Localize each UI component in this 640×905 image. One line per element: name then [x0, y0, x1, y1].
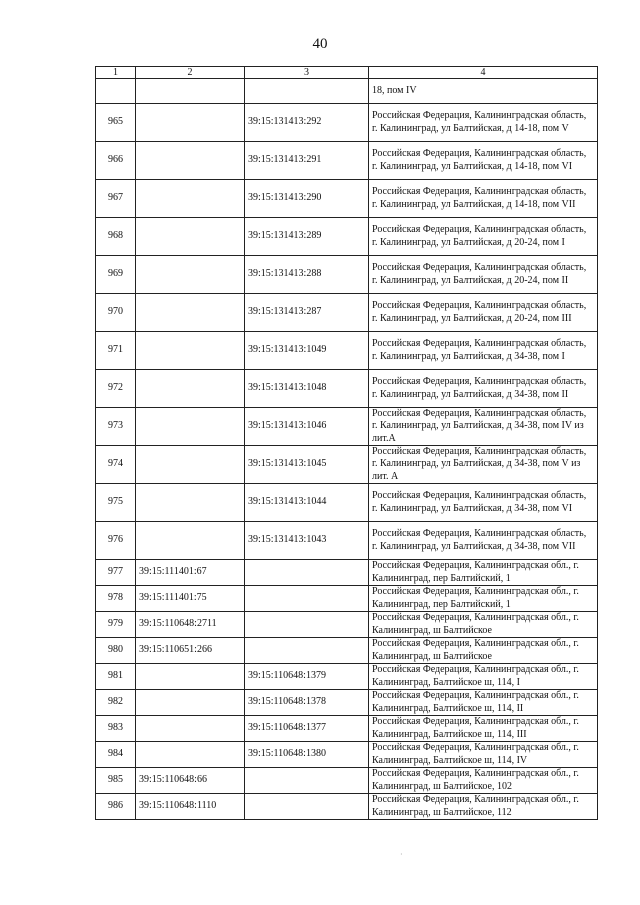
- room-cadastral-number: [245, 586, 369, 612]
- row-address: Российская Федерация, Калининградская область, г. Калининград, ул Балтийская, д 20-24, пом I: [369, 218, 598, 256]
- continuation-parcel: [136, 79, 245, 104]
- row-address: Российская Федерация, Калининградская область, г. Калининград, ул Балтийская, д 34-38, пом I: [369, 332, 598, 370]
- row-number: 973: [96, 408, 136, 446]
- room-cadastral-number: [245, 794, 369, 820]
- room-cadastral-number: 39:15:131413:1044: [245, 484, 369, 522]
- table-row: [96, 294, 598, 332]
- continuation-number: [96, 79, 136, 104]
- room-cadastral-number: [245, 560, 369, 586]
- row-number: 966: [96, 142, 136, 180]
- parcel-cadastral-number: [136, 484, 245, 522]
- row-address: Российская Федерация, Калининградская область, г. Калининград, ул Балтийская, д 34-38, пом VII: [369, 522, 598, 560]
- table-row: [96, 142, 598, 180]
- row-number: 978: [96, 586, 136, 612]
- row-number: 972: [96, 370, 136, 408]
- row-address: Российская Федерация, Калининградская обл., г. Калининград, Балтийское ш, 114, IV: [369, 742, 598, 768]
- column-header-number: 1: [96, 67, 136, 79]
- parcel-cadastral-number: [136, 142, 245, 180]
- parcel-cadastral-number: [136, 664, 245, 690]
- room-cadastral-number: 39:15:110648:1377: [245, 716, 369, 742]
- row-address: Российская Федерация, Калининградская область, г. Калининград, ул Балтийская, д 20-24, пом III: [369, 294, 598, 332]
- column-header-room: 3: [245, 67, 369, 79]
- table-row: [96, 370, 598, 408]
- parcel-cadastral-number: [136, 742, 245, 768]
- table-row: [96, 446, 598, 484]
- row-address: Российская Федерация, Калининградская обл., г. Калининград, пер Балтийский, 1: [369, 586, 598, 612]
- room-cadastral-number: 39:15:131413:1045: [245, 446, 369, 484]
- row-address: Российская Федерация, Калининградская область, г. Калининград, ул Балтийская, д 14-18, пом VI: [369, 142, 598, 180]
- table-row: [96, 560, 598, 586]
- table-row: [96, 742, 598, 768]
- row-number: 969: [96, 256, 136, 294]
- room-cadastral-number: [245, 768, 369, 794]
- table-row: [96, 690, 598, 716]
- table-row: [96, 638, 598, 664]
- parcel-cadastral-number: 39:15:111401:67: [136, 560, 245, 586]
- table-header-row: [96, 67, 598, 79]
- row-address: Российская Федерация, Калининградская область, г. Калининград, ул Балтийская, д 34-38, пом VI: [369, 484, 598, 522]
- row-address: Российская Федерация, Калининградская обл., г. Калининград, ш Балтийское, 102: [369, 768, 598, 794]
- table-row: [96, 768, 598, 794]
- parcel-cadastral-number: 39:15:111401:75: [136, 586, 245, 612]
- scan-speck: ·: [400, 850, 403, 859]
- row-address: Российская Федерация, Калининградская область, г. Калининград, ул Балтийская, д 14-18, пом VII: [369, 180, 598, 218]
- table-row: [96, 218, 598, 256]
- parcel-cadastral-number: [136, 332, 245, 370]
- table-row: [96, 586, 598, 612]
- row-address: Российская Федерация, Калининградская обл., г. Калининград, Балтийское ш, 114, III: [369, 716, 598, 742]
- continuation-address: 18, пом IV: [369, 79, 598, 104]
- row-address: Российская Федерация, Калининградская область, г. Калининград, ул Балтийская, д 34-38, пом IV из лит.А: [369, 408, 598, 446]
- parcel-cadastral-number: [136, 180, 245, 218]
- parcel-cadastral-number: [136, 446, 245, 484]
- row-address: Российская Федерация, Калининградская обл., г. Калининград, ш Балтийское: [369, 638, 598, 664]
- room-cadastral-number: 39:15:131413:291: [245, 142, 369, 180]
- table-body: [96, 79, 598, 820]
- room-cadastral-number: 39:15:110648:1379: [245, 664, 369, 690]
- row-number: 965: [96, 104, 136, 142]
- continuation-row: [96, 79, 598, 104]
- row-address: Российская Федерация, Калининградская обл., г. Калининград, Балтийское ш, 114, II: [369, 690, 598, 716]
- row-number: 981: [96, 664, 136, 690]
- row-address: Российская Федерация, Калининградская область, г. Калининград, ул Балтийская, д 34-38, пом V из лит. А: [369, 446, 598, 484]
- row-number: 984: [96, 742, 136, 768]
- row-number: 985: [96, 768, 136, 794]
- row-address: Российская Федерация, Калининградская область, г. Калининград, ул Балтийская, д 14-18, пом V: [369, 104, 598, 142]
- row-address: Российская Федерация, Калининградская область, г. Калининград, ул Балтийская, д 20-24, пом II: [369, 256, 598, 294]
- table-row: [96, 716, 598, 742]
- parcel-cadastral-number: [136, 294, 245, 332]
- parcel-cadastral-number: [136, 522, 245, 560]
- continuation-room: [245, 79, 369, 104]
- room-cadastral-number: 39:15:131413:289: [245, 218, 369, 256]
- room-cadastral-number: 39:15:131413:1048: [245, 370, 369, 408]
- room-cadastral-number: 39:15:110648:1380: [245, 742, 369, 768]
- registry-table: [95, 66, 598, 820]
- table-row: [96, 484, 598, 522]
- row-number: 967: [96, 180, 136, 218]
- parcel-cadastral-number: 39:15:110648:2711: [136, 612, 245, 638]
- room-cadastral-number: 39:15:131413:1043: [245, 522, 369, 560]
- page-number: 40: [312, 36, 328, 52]
- row-number: 968: [96, 218, 136, 256]
- row-number: 971: [96, 332, 136, 370]
- row-address: Российская Федерация, Калининградская обл., г. Калининград, пер Балтийский, 1: [369, 560, 598, 586]
- parcel-cadastral-number: [136, 408, 245, 446]
- row-number: 974: [96, 446, 136, 484]
- row-number: 982: [96, 690, 136, 716]
- row-number: 980: [96, 638, 136, 664]
- room-cadastral-number: 39:15:131413:1049: [245, 332, 369, 370]
- table-row: [96, 180, 598, 218]
- parcel-cadastral-number: 39:15:110648:1110: [136, 794, 245, 820]
- room-cadastral-number: 39:15:131413:290: [245, 180, 369, 218]
- table-row: [96, 612, 598, 638]
- row-number: 983: [96, 716, 136, 742]
- row-number: 975: [96, 484, 136, 522]
- row-number: 970: [96, 294, 136, 332]
- parcel-cadastral-number: [136, 104, 245, 142]
- parcel-cadastral-number: [136, 256, 245, 294]
- row-number: 977: [96, 560, 136, 586]
- row-address: Российская Федерация, Калининградская обл., г. Калининград, Балтийское ш, 114, I: [369, 664, 598, 690]
- table-row: [96, 408, 598, 446]
- parcel-cadastral-number: [136, 716, 245, 742]
- room-cadastral-number: [245, 638, 369, 664]
- parcel-cadastral-number: 39:15:110648:66: [136, 768, 245, 794]
- column-header-parcel: 2: [136, 67, 245, 79]
- room-cadastral-number: [245, 612, 369, 638]
- table-row: [96, 256, 598, 294]
- parcel-cadastral-number: [136, 218, 245, 256]
- table-row: [96, 664, 598, 690]
- room-cadastral-number: 39:15:131413:1046: [245, 408, 369, 446]
- room-cadastral-number: 39:15:131413:292: [245, 104, 369, 142]
- room-cadastral-number: 39:15:110648:1378: [245, 690, 369, 716]
- room-cadastral-number: 39:15:131413:288: [245, 256, 369, 294]
- row-number: 979: [96, 612, 136, 638]
- table-row: [96, 104, 598, 142]
- table-row: [96, 794, 598, 820]
- room-cadastral-number: 39:15:131413:287: [245, 294, 369, 332]
- table-row: [96, 332, 598, 370]
- row-address: Российская Федерация, Калининградская обл., г. Калининград, ш Балтийское: [369, 612, 598, 638]
- column-header-address: 4: [369, 67, 598, 79]
- row-address: Российская Федерация, Калининградская обл., г. Калининград, ш Балтийское, 112: [369, 794, 598, 820]
- table-row: [96, 522, 598, 560]
- row-address: Российская Федерация, Калининградская область, г. Калининград, ул Балтийская, д 34-38, пом II: [369, 370, 598, 408]
- row-number: 976: [96, 522, 136, 560]
- parcel-cadastral-number: 39:15:110651:266: [136, 638, 245, 664]
- parcel-cadastral-number: [136, 690, 245, 716]
- parcel-cadastral-number: [136, 370, 245, 408]
- row-number: 986: [96, 794, 136, 820]
